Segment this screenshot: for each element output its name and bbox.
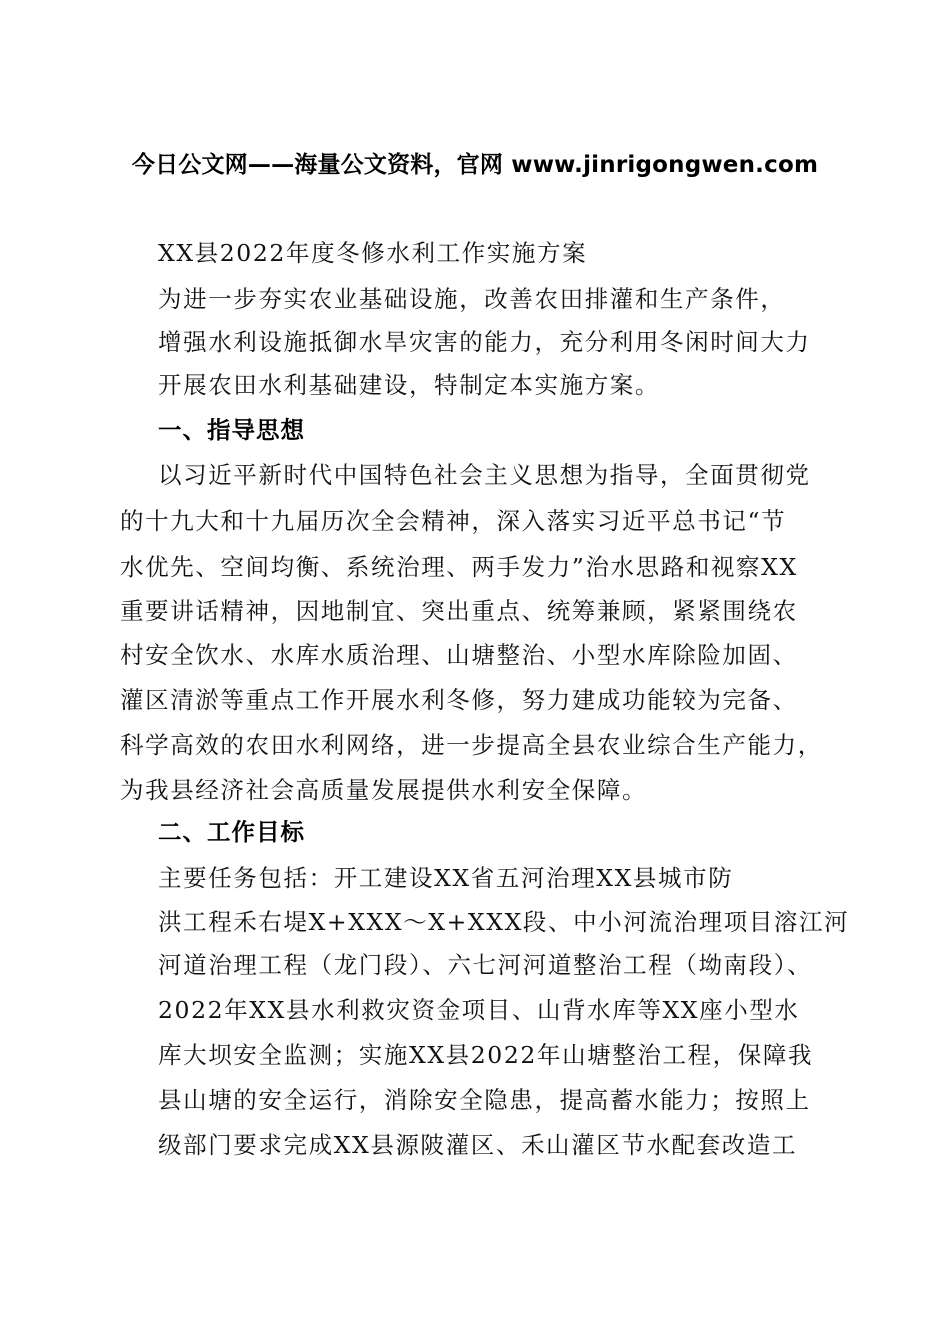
paragraph-line: 为我县经济社会高质量发展提供水利安全保障。: [120, 776, 648, 804]
paragraph-line: 库大坝安全监测；实施XX县2022年山塘整治工程，保障我: [158, 1041, 814, 1069]
paragraph-line: 洪工程禾右堤X+XXX～X+XXX段、中小河流治理项目溶江河: [158, 908, 850, 936]
section-heading-guiding-thought: 一、指导思想: [158, 416, 305, 444]
paragraph-line: 灌区清淤等重点工作开展水利冬修，努力建成功能较为完备、: [120, 686, 798, 714]
paragraph-line: 重要讲话精神，因地制宜、突出重点、统筹兼顾，紧紧围绕农: [120, 597, 798, 625]
paragraph-line: 水优先、空间均衡、系统治理、两手发力”治水思路和视察XX: [120, 553, 798, 581]
paragraph-line: 村安全饮水、水库水质治理、山塘整治、小型水库除险加固、: [120, 641, 798, 669]
intro-line: 增强水利设施抵御水旱灾害的能力，充分利用冬闲时间大力: [158, 328, 811, 356]
paragraph-line: 河道治理工程（龙门段）、六七河河道整治工程（坳南段）、: [158, 951, 813, 979]
paragraph-line: 以习近平新时代中国特色社会主义思想为指导，全面贯彻党: [158, 461, 811, 489]
paragraph-line: 的十九大和十九届历次全会精神，深入落实习近平总书记“节: [120, 507, 787, 535]
paragraph-line: 主要任务包括：开工建设XX省五河治理XX县城市防: [158, 864, 734, 892]
intro-line: 为进一步夯实农业基础设施，改善农田排灌和生产条件，: [158, 285, 786, 313]
section-heading-work-goals: 二、工作目标: [158, 818, 305, 846]
paragraph-line: 科学高效的农田水利网络，进一步提高全县农业综合生产能力，: [120, 731, 823, 759]
site-banner: 今日公文网——海量公文资料，官网 www.jinrigongwen.com: [131, 152, 819, 178]
paragraph-line: 县山塘的安全运行，消除安全隐患，提高蓄水能力；按照上: [158, 1086, 811, 1114]
intro-line: 开展农田水利基础建设，特制定本实施方案。: [158, 371, 660, 399]
paragraph-line: 2022年XX县水利救灾资金项目、山背水库等XX座小型水: [158, 996, 800, 1024]
paragraph-line: 级部门要求完成XX县源陂灌区、禾山灌区节水配套改造工: [158, 1131, 798, 1159]
document-title: XX县2022年度冬修水利工作实施方案: [158, 239, 588, 267]
